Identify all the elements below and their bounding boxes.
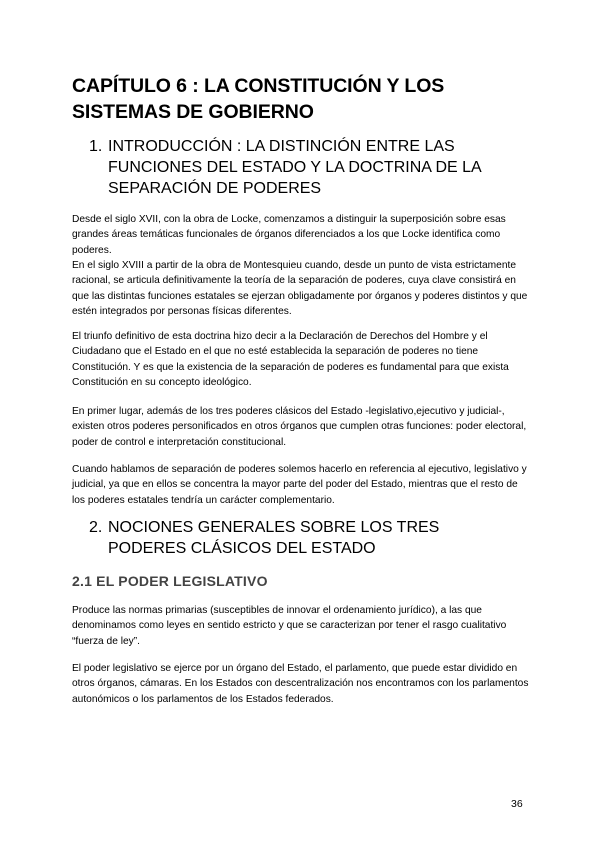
subsection-heading-poder-legislativo: 2.1 EL PODER LEGISLATIVO [72, 573, 268, 589]
paragraph: El poder legislativo se ejerce por un órgano del Estado, el parlamento, que puede estar dividido en otros órganos, cámaras. En los Estados con descentralización nos encontramos con los parlamentos autonómicos o los parlamentos de los Estados federados. [72, 663, 529, 705]
section-title: NOCIONES GENERALES SOBRE LOS TRES PODERES CLÁSICOS DEL ESTADO [108, 519, 440, 557]
section-title: INTRODUCCIÓN : LA DISTINCIÓN ENTRE LAS FUNCIONES DEL ESTADO Y LA DOCTRINA DE LA SEPARACIÓN DE PODERES [108, 138, 481, 197]
chapter-title: CAPÍTULO 6 : LA CONSTITUCIÓN Y LOS SISTEMAS DE GOBIERNO [72, 75, 445, 123]
section-heading-introduccion [89, 136, 519, 199]
paragraph: Produce las normas primarias (susceptibles de innovar el ordenamiento jurídico), a las que denominamos como leyes en sentido estricto y que se caracterizan por tener el rasgo cualitativo “fuerza de ley”. [72, 605, 507, 647]
section-number: 1. [89, 138, 103, 155]
paragraph: El triunfo definitivo de esta doctrina hizo decir a la Declaración de Derechos del Hombre y el Ciudadano que el Estado en el que no esté establecida la separación de poderes no tiene Constitución. Y es que la existencia de la separación de poderes es fundamental para que exista Constitución en su concepto ideológico. [72, 331, 509, 389]
paragraph: En el siglo XVIII a partir de la obra de Montesquieu cuando, desde un punto de vista estrictamente racional, se articula definitivamente la teoría de la separación de poderes, cuya clave consistirá en que las distintas funciones estatales se ejerzan obligadamente por órganos y poderes distintos y que estén integrados por personas físicas diferentes. [72, 260, 528, 318]
section-heading-nociones-generales [89, 517, 489, 559]
paragraph: Desde el siglo XVII, con la obra de Locke, comenzamos a distinguir la superposición sobre esas grandes áreas temáticas funcionales de órganos diferenciados a los que Locke identifica como poderes. [72, 214, 506, 256]
paragraph: En primer lugar, además de los tres poderes clásicos del Estado -legislativo,ejecutivo y judicial-, existen otros poderes personificados en otros órganos que cumplen otras funciones: poder electoral, poder de control e interpretación constitucional. [72, 406, 527, 448]
paragraph: Cuando hablamos de separación de poderes solemos hacerlo en referencia al ejecutivo, legislativo y judicial, ya que en ellos se concentra la mayor parte del poder del Estado, mientras que el resto de los poderes estatales tendría un carácter complementario. [72, 464, 527, 506]
section-number: 2. [89, 519, 103, 536]
page-number: 36 [511, 798, 523, 810]
